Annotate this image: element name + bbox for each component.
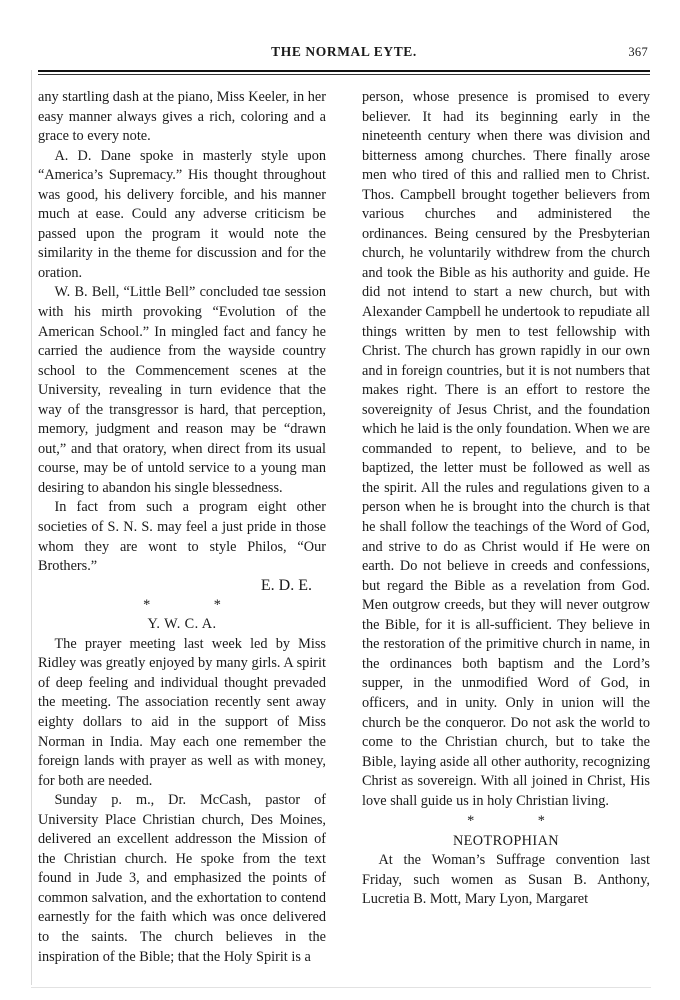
paragraph-mccash: Sunday p. m., Dr. McCash, pastor of University Place Christian church, Des Moines, delivered an excellent addresson the Mission of the Christian church. He spoke from the text found in Jude 3, and emphasized the points of common salvation, and the exhortation to contend earnestly for the faith which was once delivered to the saints. The church believes in the inspiration of the Bible; that the Holy Spirit is a — [38, 792, 326, 965]
paragraph-philos: In fact from such a program eight other societies of S. N. S. may feel a just pride in those whom they are wont to style Philos, “Our Brothers.” — [38, 499, 326, 575]
paragraph-keeler: any startling dash at the piano, Miss Keeler, in her easy manner always gives a rich, coloring and a grace to every note. — [38, 89, 326, 145]
running-header — [38, 44, 650, 68]
header-rule-thin — [38, 74, 650, 75]
paragraph-suffrage: At the Woman’s Suffrage convention last Friday, such women as Susan B. Anthony, Lucretia B. Mott, Mary Lyon, Margaret — [362, 852, 650, 908]
publication-title: THE NORMAL EYTE. — [271, 44, 417, 59]
section-divider-stars-neotrophian: * * — [467, 813, 575, 830]
scan-edge-bottom — [31, 987, 651, 988]
column-container — [38, 88, 650, 967]
paragraph-prayer-meeting: The prayer meeting last week led by Miss Ridley was greatly enjoyed by many girls. A spirit of deep feeling and individual thought prevaded the meeting. The association recently sent away eighty dollars to aid in the support of Miss Norman in India. May each one remember the foreign lands with prayer as well as with money, for both are needed. — [38, 635, 326, 789]
left-column — [38, 88, 326, 967]
scan-edge-left — [31, 70, 32, 985]
page-number: 367 — [628, 45, 648, 59]
article-signature: E. D. E. — [260, 576, 312, 594]
section-heading-neotrophian: NEOTROPHIAN — [452, 832, 560, 849]
paragraph-dane: A. D. Dane spoke in masterly style upon “America’s Supremacy.” His thought throughout was good, his delivery forcible, and his manner much at ease. Could any adverse criticism be passed upon the program it would note the similarity in the theme for discussion and for the oration. — [38, 147, 326, 281]
section-heading-ywca: Y. W. C. A. — [147, 616, 217, 633]
header-rule-thick — [38, 70, 650, 72]
paragraph-christian-church-history: person, whose presence is promised to every believer. It had its beginning early in the nineteenth century when there was division and bitterness among churches. There finally arose men who tired of this and rallied men to Christ. Thos. Campbell brought together believers from various churches and administered the ordinances. Being censured by the Presbyterian church, he voluntarily withdrew from the church and took the Bible as his authority and guide. He did not intend to start a new church, but with Alexander Campbell he undertook to repudiate all things written by men to test fellowship with Christ. The church has grown rapidly in our own and in foreign countries, but it is not numbers that makes right. There is an effort to restore the sovereignity of Jesus Christ, and the foundation which he laid is the only foundation. When we are commanded to repent, to believe, and to be baptized, the letter must be followed as well as the spirit. All the rules and regulations given to a person when he is brought into the church is that he shall follow the teachings of the Word of God, and strive to do as Christ would if He were on earth. Do not believe in creeds and confessions, but regard the Bible as a revelation from God. Men outgrow creeds, but they will never outgrow the Bible, for it is all-sufficient. They believe in the restoration of the primitive church in name, in the ordinances both baptism and the Lord’s supper, in the unmodified Word of God, in officers, and in unity. Only in union will the church be the conqueror. Do not ask the world to come to the Christian church, but to take the Bible, laying aside all other authority, recognizing Christ as sovereign. With all joined in Christ, His love shall guide us in holy Christian living. — [362, 89, 650, 809]
page-content — [38, 44, 650, 967]
paragraph-bell: W. B. Bell, “Little Bell” concluded tɑe session with his mirth provoking “Evolution of the American School.” In mingled fact and fancy he carried the audience from the wayside country school to the Commencement scenes at the University, revealing in turn evidence that the way of the transgressor is hard, that perception, memory, judgment and reason may be “drawn out,” and that oratory, when direct from its usual course, may be of untold service to a young man desiring to abandon his single blessedness. — [38, 284, 326, 496]
section-divider-stars-ywca: * * — [143, 596, 251, 613]
right-column — [362, 88, 650, 967]
